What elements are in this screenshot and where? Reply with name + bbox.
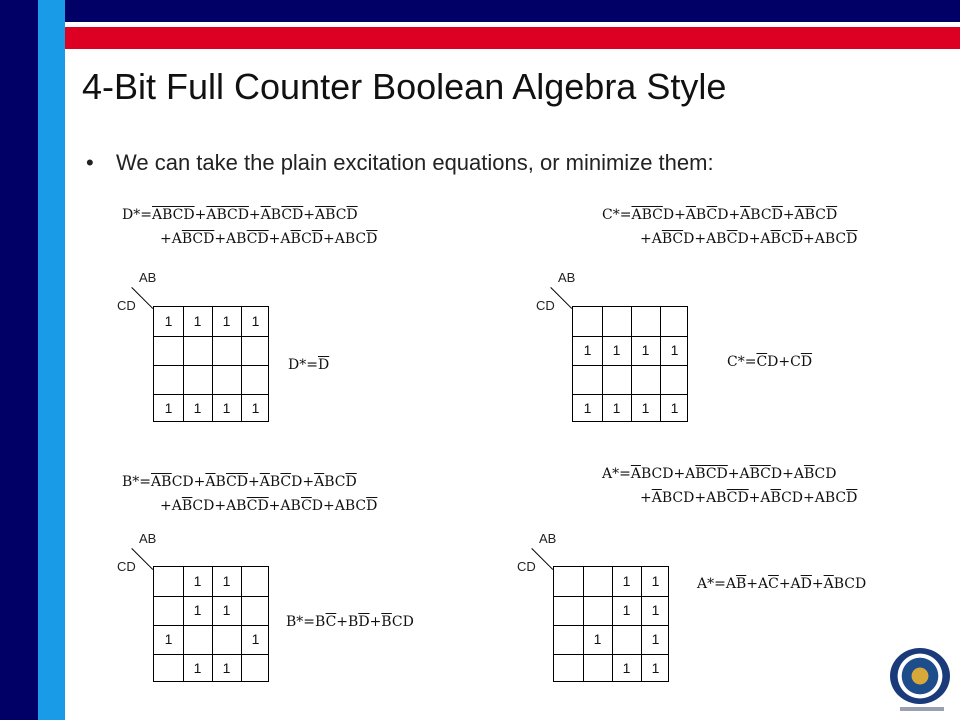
kmap-cell <box>183 365 212 394</box>
kmap-cell: 1 <box>583 342 592 358</box>
equation-term: +AB <box>694 231 727 247</box>
equation-term: +B <box>336 614 359 630</box>
equation-term: C*= <box>727 354 757 370</box>
kmap-cell <box>554 567 583 596</box>
kmap-cell <box>241 365 270 394</box>
equation-term: B <box>750 207 761 223</box>
equation-term: C <box>335 207 347 223</box>
equation-term: BCD <box>661 490 695 506</box>
equation-term: $\overline{A}$ <box>823 576 834 592</box>
equation-term: $\overline{B}$ <box>290 231 302 247</box>
equation-term: $\overline{B}$ <box>181 498 193 514</box>
equation-term: $\overline{D}$ <box>825 207 838 223</box>
equation-term: $\overline{D}$ <box>317 357 330 373</box>
seal-caption <box>900 707 944 711</box>
kmap-cell: 1 <box>651 602 660 618</box>
equation-term: +A <box>160 231 182 247</box>
kmap-cell <box>241 567 270 596</box>
bullet-text: We can take the plain excitation equations, or minimize them: <box>116 150 714 175</box>
kmap-cell <box>583 567 612 596</box>
kmap-cell <box>212 365 241 394</box>
equation-term: D <box>770 466 783 482</box>
equation-a-full <box>602 466 857 506</box>
equation-term: +A <box>640 231 662 247</box>
university-seal-icon <box>890 648 950 704</box>
left-navy-bar <box>0 0 38 720</box>
equation-term: B*= <box>122 474 152 490</box>
kmap-cell <box>212 625 241 654</box>
equation-term: +A <box>748 231 771 247</box>
equation-term: $\overline{B}$ <box>770 231 782 247</box>
equation-term: CD <box>192 498 215 514</box>
equation-term: +A <box>160 498 182 514</box>
equation-term: C <box>815 207 826 223</box>
kmap-cell: 1 <box>164 313 173 329</box>
equation-term: $\overline{A}$ <box>740 207 751 223</box>
equation-term: $\overline{B}$ <box>770 490 782 506</box>
equation-term: B <box>695 207 707 223</box>
equation-line <box>602 231 857 247</box>
equation-term: $\overline{C}$ <box>726 231 738 247</box>
equation-term: $\overline{C}$ <box>280 474 292 490</box>
equation-term: $\overline{CD}$ <box>226 474 248 490</box>
kmap-cell: 1 <box>222 400 231 416</box>
equation-term: CD <box>391 614 414 630</box>
kmap-cell <box>183 625 212 654</box>
equation-term: $\overline{C}$ <box>768 576 779 592</box>
equation-d-full <box>122 207 377 247</box>
equation-term: + <box>302 474 315 490</box>
kmap-cell: 1 <box>593 631 602 647</box>
equation-term: +A <box>778 576 801 592</box>
equation-term: $\overline{C}$ <box>301 498 312 514</box>
equation-term: +A <box>748 490 771 506</box>
kmap-cell: 1 <box>622 660 631 676</box>
equation-term: D <box>717 207 729 223</box>
equation-line <box>122 474 377 490</box>
equation-term: $\overline{B}$ <box>381 614 392 630</box>
equation-term: $\overline{CD}$ <box>246 498 269 514</box>
kmap-cell: 1 <box>641 400 650 416</box>
kmap-cell <box>183 336 212 365</box>
equation-term: +AB <box>214 498 247 514</box>
kmap-cell: 1 <box>583 400 592 416</box>
equation-line <box>602 490 857 506</box>
equation-term: B*=B <box>286 614 326 630</box>
equation-term: $\overline{BCD}$ <box>181 231 215 247</box>
kmap-cell <box>154 654 183 683</box>
equation-term: D <box>683 231 695 247</box>
kmap-cell: 1 <box>164 400 173 416</box>
equation-term: +A <box>746 576 769 592</box>
equation-term: $\overline{BCD}$ <box>216 207 249 223</box>
kmap-cell <box>583 654 612 683</box>
equation-term: CD <box>171 474 194 490</box>
equation-term: $\overline{C}$ <box>706 207 718 223</box>
equation-term: $\overline{A}$ <box>205 474 216 490</box>
equation-term: + <box>369 614 382 630</box>
equation-term: $\overline{D}$ <box>346 207 358 223</box>
equation-term: $\overline{ABC}$ <box>631 207 663 223</box>
equation-term: $\overline{B}$ <box>735 576 747 592</box>
equation-term: $\overline{D}$ <box>345 474 357 490</box>
equation-term: $\overline{A}$ <box>260 207 271 223</box>
equation-term: $\overline{BCD}$ <box>695 466 728 482</box>
kmap-cell: 1 <box>641 342 650 358</box>
equation-line <box>288 357 329 373</box>
kmap-cell <box>241 336 270 365</box>
kmap-a <box>553 566 669 682</box>
kmap-cell <box>554 596 583 625</box>
kmap-c-ab-label: AB <box>558 270 576 285</box>
equation-term: + <box>248 207 261 223</box>
equation-line <box>602 466 857 482</box>
kmap-cell <box>154 596 183 625</box>
kmap-cell <box>602 307 631 336</box>
equation-term: B <box>269 474 281 490</box>
kmap-d <box>153 306 269 422</box>
equation-term: C <box>301 231 312 247</box>
kmap-cell: 1 <box>251 313 260 329</box>
kmap-cell: 1 <box>193 602 202 618</box>
kmap-cell: 1 <box>193 400 202 416</box>
equation-c-full <box>602 207 857 247</box>
equation-term: + <box>193 474 206 490</box>
equation-term: $\overline{AB}$ <box>151 474 172 490</box>
kmap-cell: 1 <box>612 400 621 416</box>
kmap-cell <box>631 365 660 394</box>
bullet-item <box>86 150 714 176</box>
equation-term: + <box>674 207 686 223</box>
kmap-cell: 1 <box>651 660 660 676</box>
equation-d-minimized <box>288 357 329 373</box>
equation-term: $\overline{A}$ <box>630 466 641 482</box>
kmap-cell <box>573 307 602 336</box>
kmap-cell <box>154 365 183 394</box>
equation-line <box>727 354 812 370</box>
kmap-cell <box>241 596 270 625</box>
kmap-c <box>572 306 688 422</box>
kmap-cell: 1 <box>251 631 260 647</box>
equation-term: $\overline{D}$ <box>846 231 858 247</box>
equation-term: $\overline{D}$ <box>366 231 378 247</box>
equation-line <box>122 207 377 223</box>
equation-term: +A <box>673 466 696 482</box>
equation-term: B <box>215 474 227 490</box>
equation-term: C <box>781 231 792 247</box>
kmap-cell <box>573 365 602 394</box>
equation-term: $\overline{BC}$ <box>749 466 771 482</box>
top-red-bar <box>0 27 960 49</box>
equation-term: + <box>782 207 795 223</box>
kmap-cell <box>583 596 612 625</box>
equation-b-full <box>122 474 377 514</box>
equation-term: +ABC <box>803 231 847 247</box>
equation-term: $\overline{A}$ <box>259 474 270 490</box>
kmap-cell <box>660 307 689 336</box>
left-cyan-bar <box>38 0 65 720</box>
equation-term: $\overline{D}$ <box>358 614 370 630</box>
equation-term: $\overline{C}$ <box>756 354 768 370</box>
equation-term: +AB <box>268 498 302 514</box>
equation-term: + <box>728 207 741 223</box>
kmap-c-cd-label: CD <box>536 298 555 313</box>
equation-term: +A <box>782 466 804 482</box>
kmap-b-ab-label: AB <box>139 531 157 546</box>
equation-term: + <box>811 576 824 592</box>
equation-term: $\overline{CD}$ <box>281 207 304 223</box>
equation-line <box>697 576 866 592</box>
equation-term: $\overline{D}$ <box>846 490 858 506</box>
kmap-b-cd-label: CD <box>117 559 136 574</box>
equation-term: + <box>248 474 260 490</box>
kmap-cell: 1 <box>193 313 202 329</box>
kmap-cell <box>554 654 583 683</box>
bullet-dot: • <box>86 150 94 175</box>
kmap-cell: 1 <box>651 631 660 647</box>
equation-term: D+C <box>767 354 801 370</box>
kmap-cell: 1 <box>670 400 679 416</box>
equation-b-minimized <box>286 614 414 630</box>
kmap-cell: 1 <box>622 602 631 618</box>
equation-term: +ABC <box>803 490 847 506</box>
equation-term: D*= <box>288 357 318 373</box>
kmap-cell <box>631 307 660 336</box>
kmap-a-cd-label: CD <box>517 559 536 574</box>
equation-term: D <box>311 498 324 514</box>
equation-term: D <box>291 474 303 490</box>
equation-term: B <box>270 207 282 223</box>
kmap-cell <box>660 365 689 394</box>
kmap-cell <box>154 567 183 596</box>
equation-term: $\overline{A}$ <box>685 207 696 223</box>
kmap-b <box>153 566 269 682</box>
equation-term: D <box>737 231 749 247</box>
equation-term: $\overline{D}$ <box>800 576 812 592</box>
equation-term: +A <box>268 231 291 247</box>
kmap-cell <box>612 625 641 654</box>
kmap-d-cd-label: CD <box>117 298 136 313</box>
equation-term: BCD <box>640 466 674 482</box>
kmap-cell <box>554 625 583 654</box>
equation-term: $\overline{CD}$ <box>246 231 269 247</box>
equation-term: CD <box>781 490 804 506</box>
equation-term: $\overline{A}$ <box>206 207 217 223</box>
equation-term: ABCD <box>151 207 195 223</box>
equation-term: $\overline{D}$ <box>800 354 813 370</box>
equation-term: +A <box>727 466 750 482</box>
equation-term: $\overline{AB}$ <box>794 207 816 223</box>
kmap-cell <box>241 654 270 683</box>
equation-term: $\overline{A}$ <box>651 490 662 506</box>
equation-term: A*= <box>602 466 631 482</box>
kmap-cell: 1 <box>222 660 231 676</box>
equation-term: BC <box>324 474 346 490</box>
equation-term: $\overline{A}$ <box>314 474 325 490</box>
equation-line <box>122 498 377 514</box>
equation-term: + <box>194 207 207 223</box>
kmap-cell: 1 <box>222 573 231 589</box>
equation-term: $\overline{AB}$ <box>315 207 336 223</box>
kmap-cell: 1 <box>651 573 660 589</box>
equation-term: $\overline{D}$ <box>311 231 324 247</box>
equation-term: + <box>303 207 316 223</box>
equation-term: $\overline{BC}$ <box>661 231 684 247</box>
slide-title: 4-Bit Full Counter Boolean Algebra Style <box>82 66 727 107</box>
kmap-cell: 1 <box>193 573 202 589</box>
equation-line <box>122 231 377 247</box>
equation-term: A*=A <box>697 576 736 592</box>
kmap-cell <box>212 336 241 365</box>
equation-term: +AB <box>214 231 247 247</box>
equation-term: C*= <box>602 207 632 223</box>
kmap-cell <box>602 365 631 394</box>
equation-line <box>602 207 857 223</box>
equation-term: +AB <box>694 490 727 506</box>
kmap-cell: 1 <box>612 342 621 358</box>
kmap-cell: 1 <box>222 313 231 329</box>
equation-term: $\overline{D}$ <box>771 207 783 223</box>
kmap-cell <box>154 336 183 365</box>
equation-term: $\overline{CD}$ <box>726 490 749 506</box>
equation-line <box>286 614 414 630</box>
equation-term: C <box>760 207 772 223</box>
equation-term: D*= <box>122 207 152 223</box>
kmap-d-ab-label: AB <box>139 270 157 285</box>
kmap-cell: 1 <box>164 631 173 647</box>
equation-term: $\overline{D}$ <box>366 498 378 514</box>
top-navy-bar <box>0 0 960 22</box>
equation-term: CD <box>814 466 837 482</box>
equation-term: $\overline{D}$ <box>791 231 804 247</box>
equation-c-minimized <box>727 354 812 370</box>
equation-term: + <box>640 490 652 506</box>
equation-term: BCD <box>833 576 867 592</box>
equation-term: $\overline{C}$ <box>325 614 337 630</box>
kmap-cell: 1 <box>622 573 631 589</box>
equation-term: $\overline{B}$ <box>803 466 815 482</box>
equation-term: +ABC <box>323 498 367 514</box>
equation-term: +ABC <box>323 231 367 247</box>
kmap-cell: 1 <box>670 342 679 358</box>
kmap-cell: 1 <box>222 602 231 618</box>
kmap-cell: 1 <box>193 660 202 676</box>
kmap-cell: 1 <box>251 400 260 416</box>
kmap-a-ab-label: AB <box>539 531 557 546</box>
equation-a-minimized <box>697 576 866 592</box>
equation-term: D <box>662 207 675 223</box>
